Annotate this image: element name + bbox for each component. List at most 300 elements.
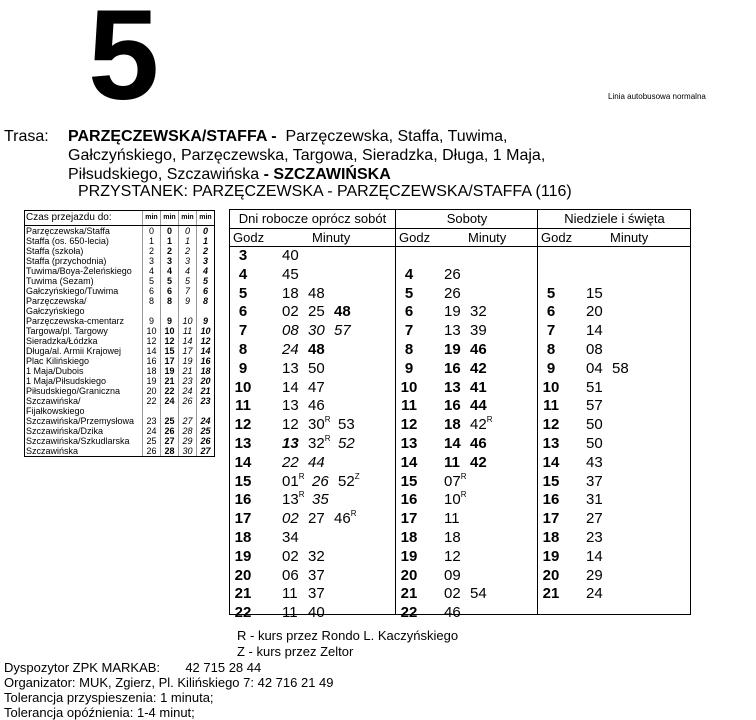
travel-time-value: 9 <box>161 316 179 326</box>
travel-time-header: Czas przejazdu do: <box>25 211 143 226</box>
travel-time-value: 14 <box>179 336 197 346</box>
travel-time-value: 19 <box>179 356 197 366</box>
travel-time-row <box>25 256 214 266</box>
minute-value: 39 <box>470 322 487 340</box>
travel-time-value: 21 <box>161 376 179 386</box>
departure-hour: 6 <box>546 303 556 321</box>
departure-minute <box>444 604 470 623</box>
route-streets-2: Gałczyńskiego, Parzęczewska, Targowa, Sieradzka, Długa, 1 Maja, <box>68 147 546 164</box>
departure-minute <box>586 567 612 586</box>
departure-minute <box>444 585 470 604</box>
minutes-header: Minuty <box>468 230 507 245</box>
tolerance-early: Tolerancja przyspieszenia: 1 minuta; <box>4 690 214 705</box>
departure-hour: 15 <box>234 472 252 490</box>
travel-time-value: 8 <box>197 296 215 316</box>
travel-time-stop: Sieradzka/Łódzka <box>26 336 98 346</box>
travel-time-value: 12 <box>197 336 215 346</box>
travel-time-value: 23 <box>143 416 161 426</box>
minute-value: 18 <box>444 528 461 546</box>
departure-minute <box>470 585 496 604</box>
minute-value: 45 <box>282 265 299 283</box>
travel-time-value: 10 <box>161 326 179 336</box>
minute-value: 26 <box>444 284 461 302</box>
minute-value: 48 <box>334 303 351 321</box>
travel-time-value: 2 <box>143 246 161 256</box>
departures-table <box>229 209 691 622</box>
departure-minute <box>282 247 308 266</box>
departure-hour: 21 <box>234 585 252 603</box>
minute-value: 16 <box>444 359 461 377</box>
hour-header: Godz <box>541 230 573 245</box>
minute-value: 52 <box>338 434 355 452</box>
departure-minute <box>312 491 338 510</box>
departure-row <box>538 266 691 285</box>
departure-minute <box>586 397 612 416</box>
departure-row <box>396 247 538 266</box>
travel-time-value: 24 <box>197 416 215 426</box>
departure-minute <box>470 454 496 473</box>
travel-time-row <box>25 246 214 256</box>
travel-time-value: 19 <box>161 366 179 376</box>
minute-value: 02 <box>282 547 299 565</box>
departure-minute <box>444 529 470 548</box>
route-description <box>4 127 545 184</box>
weekday-rows <box>230 247 395 623</box>
departure-row <box>538 510 691 529</box>
minute-value: 10 <box>444 491 461 509</box>
travel-time-value: 3 <box>179 256 197 266</box>
route-variant-marker: R <box>350 509 357 519</box>
departure-minute <box>586 491 612 510</box>
travel-time-value: 10 <box>179 316 197 326</box>
departure-minute <box>586 548 612 567</box>
departure-minute <box>470 360 496 379</box>
minute-value: 16 <box>444 397 461 415</box>
departure-minute <box>282 285 308 304</box>
departure-minute <box>444 548 470 567</box>
departure-hour: 5 <box>404 284 414 302</box>
travel-time-value: 7 <box>179 286 197 296</box>
departure-row <box>230 303 395 322</box>
departure-row <box>396 548 538 567</box>
dispatcher-phone: Dyspozytor ZPK MARKAB: 42 715 28 44 <box>4 660 262 675</box>
min-col-2: min <box>161 211 179 226</box>
departure-row <box>230 529 395 548</box>
minute-value: 14 <box>444 434 461 452</box>
departure-row <box>538 285 691 304</box>
minute-value: 11 <box>282 585 298 603</box>
travel-time-stop: Parzęczewska-cmentarz <box>26 316 125 326</box>
departure-hour: 6 <box>404 303 414 321</box>
travel-time-value: 6 <box>161 286 179 296</box>
minute-value: 25 <box>308 303 325 321</box>
minute-value: 13 <box>444 378 461 396</box>
travel-time-value: 4 <box>161 266 179 276</box>
departure-hour: 10 <box>400 378 418 396</box>
departure-minute <box>586 435 612 454</box>
departure-row <box>538 397 691 416</box>
travel-time-row <box>25 286 214 296</box>
departure-row <box>396 585 538 604</box>
minute-value: 02 <box>282 510 299 528</box>
departure-row <box>230 416 395 435</box>
departure-hour: 4 <box>404 265 414 283</box>
route-variant-marker: R <box>298 490 305 500</box>
min-col-1: min <box>143 211 161 226</box>
travel-time-row <box>25 226 214 237</box>
departure-minute <box>282 435 308 454</box>
departure-row <box>396 454 538 473</box>
departure-minute <box>586 285 612 304</box>
departure-minute <box>282 322 308 341</box>
minute-value: 14 <box>586 322 603 340</box>
travel-time-stop: Szczawińska/ Fijałkowskiego <box>26 396 85 416</box>
sunday-column <box>537 210 691 614</box>
departure-row <box>396 435 538 454</box>
travel-time-value: 30 <box>179 446 197 456</box>
departure-row <box>538 454 691 473</box>
travel-time-table <box>24 210 215 457</box>
saturday-rows <box>396 247 538 623</box>
minute-value: 42 <box>470 453 487 471</box>
departure-minute <box>308 585 334 604</box>
departure-minute <box>444 454 470 473</box>
route-variant-marker: R <box>324 415 331 425</box>
minutes-header: Minuty <box>610 230 649 245</box>
departure-hour: 18 <box>234 528 252 546</box>
departure-minute <box>312 473 338 492</box>
travel-time-value: 4 <box>179 266 197 276</box>
travel-time-value: 14 <box>143 346 161 356</box>
minute-value: 50 <box>308 359 325 377</box>
departure-hour: 15 <box>542 472 560 490</box>
departure-row <box>538 473 691 492</box>
departure-row <box>396 303 538 322</box>
departure-row <box>230 266 395 285</box>
departure-hour: 5 <box>546 284 556 302</box>
departure-hour: 17 <box>234 510 252 528</box>
minute-value: 37 <box>308 585 325 603</box>
minute-value: 02 <box>282 303 299 321</box>
departure-row <box>230 548 395 567</box>
travel-time-value: 0 <box>143 226 161 237</box>
minute-value: 29 <box>586 566 603 584</box>
departure-hour: 20 <box>400 566 418 584</box>
departure-row <box>396 266 538 285</box>
departure-row <box>538 322 691 341</box>
travel-time-value: 1 <box>161 236 179 246</box>
minute-value: 37 <box>586 472 603 490</box>
departure-minute <box>282 585 308 604</box>
departure-hour: 8 <box>404 340 414 358</box>
departure-hour: 19 <box>234 547 252 565</box>
minute-value: 09 <box>444 566 461 584</box>
departure-row <box>538 341 691 360</box>
footer-info <box>4 660 334 720</box>
departure-row <box>538 379 691 398</box>
travel-time-value: 11 <box>179 326 197 336</box>
travel-time-value: 22 <box>161 386 179 396</box>
travel-time-value: 2 <box>197 246 215 256</box>
departure-minute <box>444 341 470 360</box>
departure-row <box>396 341 538 360</box>
travel-time-value: 2 <box>179 246 197 256</box>
minute-value: 54 <box>470 585 487 603</box>
travel-time-row <box>25 326 214 336</box>
departure-row <box>230 285 395 304</box>
departure-hour: 7 <box>546 322 556 340</box>
travel-time-value: 1 <box>179 236 197 246</box>
minute-value: 11 <box>444 510 460 528</box>
departure-hour: 16 <box>234 491 252 509</box>
travel-time-value: 5 <box>197 276 215 286</box>
departure-hour: 7 <box>404 322 414 340</box>
departure-minute <box>444 266 470 285</box>
departure-minute <box>282 567 308 586</box>
travel-time-stop: 1 Maja/Dubois <box>26 366 84 376</box>
travel-time-value: 3 <box>197 256 215 266</box>
minute-value: 27 <box>308 510 325 528</box>
departure-row <box>230 473 395 492</box>
minute-value: 19 <box>444 340 461 358</box>
minute-value: 18 <box>444 416 461 434</box>
departure-minute <box>470 435 496 454</box>
departure-minute <box>282 303 308 322</box>
departure-hour: 11 <box>543 397 559 415</box>
minute-value: 13 <box>282 434 299 452</box>
travel-time-value: 18 <box>143 366 161 376</box>
weekday-column <box>230 210 395 622</box>
travel-time-row <box>25 416 214 426</box>
departure-minute <box>308 379 334 398</box>
travel-time-stop: Targowa/pl. Targowy <box>26 326 108 336</box>
departure-hour: 22 <box>400 604 418 622</box>
route-variant-marker: R <box>460 490 467 500</box>
departure-hour: 8 <box>546 340 556 358</box>
travel-time-value: 25 <box>143 436 161 446</box>
travel-time-value: 23 <box>197 396 215 416</box>
departure-row <box>230 510 395 529</box>
departure-hour: 18 <box>542 528 560 546</box>
departure-row <box>538 567 691 586</box>
minute-value: 14 <box>282 378 299 396</box>
saturday-title: Soboty <box>396 210 538 229</box>
travel-time-value: 17 <box>179 346 197 356</box>
travel-time-stop: Staffa (szkoła) <box>26 246 84 256</box>
departure-row <box>396 567 538 586</box>
travel-time-value: 24 <box>161 396 179 416</box>
minute-value: 40 <box>308 604 325 622</box>
travel-time-value: 17 <box>161 356 179 366</box>
route-variant-marker: R <box>324 433 331 443</box>
legend-item-z: Z - kurs przez Zeltor <box>237 644 354 659</box>
minute-value: 14 <box>586 547 603 565</box>
departure-minute <box>470 303 496 322</box>
travel-time-row <box>25 376 214 386</box>
travel-time-value: 3 <box>143 256 161 266</box>
travel-time-value: 10 <box>143 326 161 336</box>
travel-time-row <box>25 436 214 446</box>
legend <box>237 628 458 660</box>
minute-value: 43 <box>586 453 603 471</box>
departure-hour: 13 <box>234 434 252 452</box>
minute-value: 46 <box>470 340 487 358</box>
departure-minute <box>282 454 308 473</box>
travel-time-value: 18 <box>197 366 215 376</box>
departure-minute <box>586 379 612 398</box>
saturday-column <box>395 210 538 622</box>
travel-time-value: 1 <box>143 236 161 246</box>
departure-minute <box>444 303 470 322</box>
departure-minute <box>586 341 612 360</box>
travel-time-value: 0 <box>179 226 197 237</box>
departure-row <box>230 397 395 416</box>
departure-minute <box>308 322 334 341</box>
travel-time-value: 5 <box>179 276 197 286</box>
minute-value: 52 <box>338 472 355 490</box>
departure-minute <box>334 303 360 322</box>
travel-time-value: 27 <box>179 416 197 426</box>
travel-time-stop: Parzęczewska/ Gałczyńskiego <box>26 296 87 316</box>
minute-value: 08 <box>282 322 299 340</box>
route-streets-3: Piłsudskiego, Szczawińska <box>68 166 264 183</box>
travel-time-value: 24 <box>179 386 197 396</box>
departure-minute <box>470 397 496 416</box>
departure-minute <box>586 303 612 322</box>
travel-time-value: 9 <box>179 296 197 316</box>
departure-minute <box>444 397 470 416</box>
departure-hour: 19 <box>400 547 418 565</box>
departure-row <box>230 567 395 586</box>
travel-time-value: 20 <box>197 376 215 386</box>
departure-row <box>230 604 395 623</box>
departure-row <box>396 491 538 510</box>
departure-row <box>396 379 538 398</box>
travel-time-stop: Szczawińska/Szkudlarska <box>26 436 130 446</box>
travel-time-row <box>25 356 214 366</box>
travel-time-stop: Długa/al. Armii Krajowej <box>26 346 122 356</box>
departure-hour: 8 <box>238 340 248 358</box>
departure-minute <box>338 416 364 435</box>
departure-hour: 6 <box>238 303 248 321</box>
sunday-rows <box>538 247 691 604</box>
departure-hour: 21 <box>400 585 418 603</box>
departure-minute <box>334 510 364 529</box>
minute-value: 12 <box>282 416 299 434</box>
travel-time-stop: Gałczyńskiego/Tuwima <box>26 286 119 296</box>
minute-value: 50 <box>586 434 603 452</box>
departure-minute <box>282 360 308 379</box>
departure-row <box>538 435 691 454</box>
minute-value: 34 <box>282 528 299 546</box>
travel-time-stop: Staffa (os. 650-lecia) <box>26 236 109 246</box>
departure-hour: 17 <box>400 510 418 528</box>
departure-row <box>230 435 395 454</box>
stop-name: PRZYSTANEK: PARZĘCZEWSKA - PARZĘCZEWSKA/STAFFA (116) <box>78 183 572 200</box>
departure-minute <box>308 360 334 379</box>
travel-time-stop: 1 Maja/Piłsudskiego <box>26 376 107 386</box>
departure-row <box>230 491 395 510</box>
travel-time-row <box>25 426 214 436</box>
travel-time-value: 16 <box>143 356 161 366</box>
travel-time-value: 0 <box>161 226 179 237</box>
min-col-3: min <box>179 211 197 226</box>
minute-value: 20 <box>586 303 603 321</box>
travel-time-stop: Tuwima (Sezam) <box>26 276 94 286</box>
departure-row <box>538 585 691 604</box>
legend-item-r: R - kurs przez Rondo L. Kaczyńskiego <box>237 628 459 643</box>
departure-row <box>230 379 395 398</box>
departure-minute <box>338 473 368 492</box>
departure-minute <box>444 322 470 341</box>
minute-value: 26 <box>312 472 329 490</box>
departure-row <box>538 303 691 322</box>
travel-time-value: 24 <box>143 426 161 436</box>
minute-value: 53 <box>338 416 355 434</box>
departure-minute <box>308 567 334 586</box>
departure-minute <box>282 266 308 285</box>
travel-time-value: 4 <box>197 266 215 276</box>
departure-row <box>396 604 538 623</box>
departure-hour: 16 <box>400 491 418 509</box>
travel-time-value: 2 <box>161 246 179 256</box>
departure-minute <box>308 510 334 529</box>
departure-minute <box>586 529 612 548</box>
travel-time-stop: Staffa (przychodnia) <box>26 256 107 266</box>
departure-minute <box>282 548 308 567</box>
departure-row <box>396 285 538 304</box>
departure-minute <box>586 585 612 604</box>
travel-time-row <box>25 266 214 276</box>
minute-value: 11 <box>444 453 460 471</box>
line-type-label: Linia autobusowa normalna <box>608 92 706 101</box>
minute-value: 37 <box>308 566 325 584</box>
minute-value: 13 <box>282 397 299 415</box>
route-variant-marker: R <box>460 471 467 481</box>
minute-value: 46 <box>470 434 487 452</box>
route-end: - SZCZAWIŃSKA <box>263 166 391 183</box>
hour-header: Godz <box>399 230 431 245</box>
departure-minute <box>308 548 334 567</box>
departure-minute <box>470 341 496 360</box>
minute-value: 11 <box>282 604 298 622</box>
minute-value: 41 <box>470 378 487 396</box>
departure-hour: 7 <box>238 322 248 340</box>
departure-hour: 13 <box>542 434 560 452</box>
minute-value: 01 <box>282 472 299 490</box>
travel-time-value: 15 <box>161 346 179 356</box>
tolerance-late: Tolerancja opóźnienia: 1-4 minut; <box>4 705 195 720</box>
route-streets-1: Parzęczewska, Staffa, Tuwima, <box>285 128 508 145</box>
minute-value: 57 <box>586 397 603 415</box>
departure-minute <box>444 510 470 529</box>
departure-hour: 22 <box>234 604 252 622</box>
travel-time-row <box>25 236 214 246</box>
min-col-4: min <box>197 211 215 226</box>
departure-minute <box>282 416 308 435</box>
minute-value: 46 <box>334 510 351 528</box>
minute-value: 26 <box>444 265 461 283</box>
minute-value: 48 <box>308 340 325 358</box>
minute-value: 13 <box>282 491 299 509</box>
departure-row <box>396 416 538 435</box>
departure-minute <box>308 285 334 304</box>
departure-row <box>230 454 395 473</box>
travel-time-value: 12 <box>143 336 161 346</box>
departure-hour: 12 <box>542 416 560 434</box>
departure-minute <box>308 303 334 322</box>
departure-hour: 18 <box>400 528 418 546</box>
